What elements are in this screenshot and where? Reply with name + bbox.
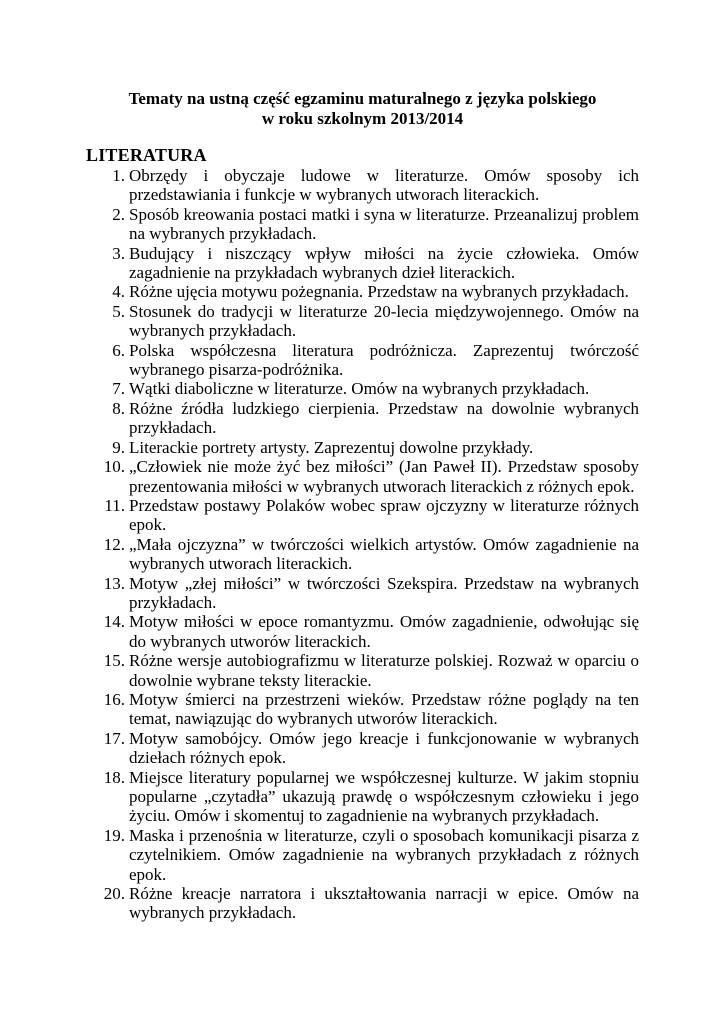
topic-number: 9. bbox=[112, 437, 125, 457]
topic-text: Literackie portrety artysty. Zaprezentuj dowolne przykłady. bbox=[129, 437, 534, 457]
topic-text: Sposób kreowania postaci matki i syna w literaturze. Przeanalizuj problem na wybranych przykładach. bbox=[129, 204, 639, 244]
topic-item bbox=[86, 574, 639, 613]
topic-number: 20. bbox=[103, 884, 125, 904]
topic-text: Różne kreacje narratora i ukształtowania narracji w epice. Omów na wybranych przykładach. bbox=[129, 884, 639, 923]
topic-number: 6. bbox=[112, 340, 125, 360]
topic-item bbox=[86, 399, 639, 438]
topic-item bbox=[86, 166, 639, 205]
topic-number: 19. bbox=[103, 825, 125, 845]
topic-item bbox=[86, 768, 639, 826]
topic-number: 8. bbox=[112, 398, 125, 418]
topic-item bbox=[86, 651, 639, 690]
topic-item bbox=[86, 457, 639, 496]
topic-text: „Człowiek nie może żyć bez miłości” (Jan Paweł II). Przedstaw sposoby prezentowania miłości w wybranych utworach literackich z różnych epok. bbox=[129, 457, 639, 496]
topic-item bbox=[86, 826, 639, 884]
topic-number: 10. bbox=[103, 457, 125, 477]
topic-item bbox=[86, 302, 639, 341]
topic-number: 12. bbox=[103, 534, 125, 554]
topic-text: Różne wersje autobiografizmu w literaturze polskiej. Rozważ w oparciu o dowolnie wybrane teksty literackie. bbox=[129, 651, 639, 690]
topic-item bbox=[86, 341, 639, 380]
topic-text: Przedstaw postawy Polaków wobec spraw ojczyzny w literaturze różnych epok. bbox=[129, 495, 639, 535]
topic-item bbox=[86, 535, 639, 574]
topic-text: Budujący i niszczący wpływ miłości na życie człowieka. Omów zagadnienie na przykładach wybranych dzieł literackich. bbox=[129, 243, 639, 283]
topic-number: 18. bbox=[103, 767, 125, 787]
topic-number: 16. bbox=[103, 689, 125, 709]
topic-item bbox=[86, 244, 639, 283]
topic-number: 7. bbox=[112, 379, 125, 399]
document-subtitle: w roku szkolnym 2013/2014 bbox=[261, 109, 464, 128]
topic-text: Motyw miłości w epoce romantyzmu. Omów zagadnienie, odwołując się do wybranych utworów literackich. bbox=[129, 612, 639, 651]
topic-text: Miejsce literatury popularnej we współczesnej kulturze. W jakim stopniu popularne „czytadła” ukazują prawdę o współczesnym człowieku i jego życiu. Omów i skomentuj to zagadnienie na wybranych przykładach. bbox=[129, 767, 639, 826]
topic-list bbox=[86, 166, 639, 923]
topic-number: 5. bbox=[112, 301, 125, 321]
topic-item bbox=[86, 496, 639, 535]
topic-item bbox=[86, 379, 639, 398]
topic-text: Różne źródła ludzkiego cierpienia. Przedstaw na dowolnie wybranych przykładach. bbox=[129, 398, 639, 438]
topic-item bbox=[86, 612, 639, 651]
topic-item bbox=[86, 884, 639, 923]
topic-text: Wątki diaboliczne w literaturze. Omów na wybranych przykładach. bbox=[129, 379, 590, 399]
topic-number: 3. bbox=[112, 243, 125, 263]
topic-text: Maska i przenośnia w literaturze, czyli o sposobach komunikacji pisarza z czytelnikiem. Omów zagadnienie na wybranych przykładach z różnych epok. bbox=[129, 825, 639, 884]
topic-text: Różne ujęcia motywu pożegnania. Przedstaw na wybranych przykładach. bbox=[129, 282, 629, 302]
topic-text: Polska współczesna literatura podróżnicza. Zaprezentuj twórczość wybranego pisarza-podróżnika. bbox=[129, 340, 639, 380]
document-title: Tematy na ustną część egzaminu maturalnego z języka polskiego bbox=[128, 89, 597, 108]
topic-item bbox=[86, 205, 639, 244]
topic-number: 13. bbox=[103, 573, 125, 593]
topic-text: „Mała ojczyzna” w twórczości wielkich artystów. Omów zagadnienie na wybranych utworach literackich. bbox=[129, 534, 639, 574]
topic-number: 2. bbox=[112, 204, 125, 224]
topic-item bbox=[86, 438, 639, 457]
topic-number: 17. bbox=[103, 728, 125, 748]
topic-item bbox=[86, 690, 639, 729]
topic-number: 15. bbox=[103, 651, 125, 671]
topic-text: Stosunek do tradycji w literaturze 20-lecia międzywojennego. Omów na wybranych przykładach. bbox=[129, 301, 639, 341]
topic-item bbox=[86, 282, 639, 301]
topic-number: 1. bbox=[112, 166, 125, 185]
topic-number: 14. bbox=[103, 612, 125, 632]
topic-text: Obrzędy i obyczaje ludowe w literaturze. Omów sposoby ich przedstawiania i funkcje w wybranych utworach literackich. bbox=[129, 166, 639, 205]
topic-item bbox=[86, 729, 639, 768]
topic-text: Motyw „złej miłości” w twórczości Szekspira. Przedstaw na wybranych przykładach. bbox=[129, 573, 639, 612]
topic-text: Motyw samobójcy. Omów jego kreacje i funkcjonowanie w wybranych dziełach różnych epok. bbox=[129, 728, 639, 768]
topic-text: Motyw śmierci na przestrzeni wieków. Przedstaw różne poglądy na ten temat, nawiązując do wybranych utworów literackich. bbox=[129, 689, 639, 729]
section-heading-literatura: LITERATURA bbox=[86, 145, 207, 165]
topic-number: 4. bbox=[112, 282, 125, 302]
topic-number: 11. bbox=[104, 495, 125, 515]
